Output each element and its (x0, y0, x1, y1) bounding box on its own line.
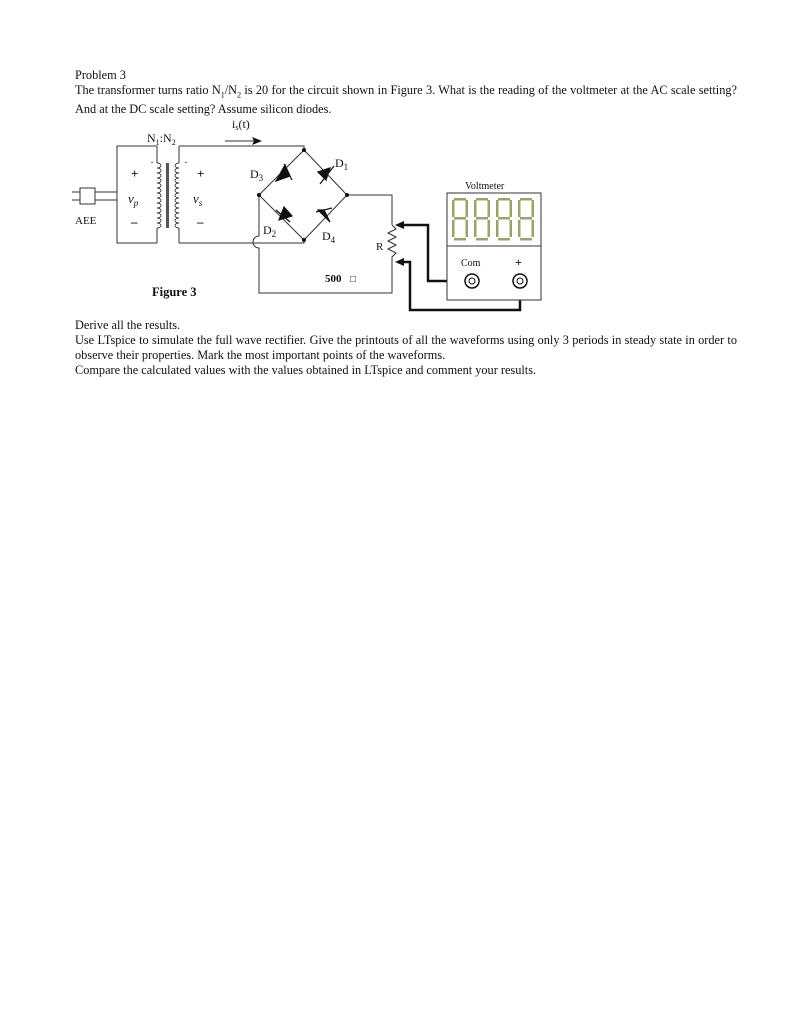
display-segment (488, 220, 491, 237)
statement-text: The transformer turns ratio N (75, 83, 221, 97)
display-segment (476, 198, 488, 201)
vp-minus: – (131, 214, 138, 229)
source-label: AEE (75, 215, 97, 227)
display-segment (510, 220, 513, 237)
instruction-1: Derive all the results. (75, 318, 181, 332)
voltmeter-title: Voltmeter (465, 181, 505, 192)
com-label: Com (461, 258, 481, 269)
subscript: 2 (237, 90, 242, 100)
resistor-value: 500 (325, 273, 342, 285)
d4-label: $D_4$ (322, 229, 336, 245)
vp-plus: + (131, 166, 139, 181)
statement-text: is 20 for the circuit shown in Figure 3. What is the reading of the voltmeter at the AC scale setting? And at the DC scale setting? Assume silicon diodes. (75, 83, 737, 117)
display-segment (476, 217, 488, 220)
display-segment (520, 217, 532, 220)
display-segment (520, 198, 532, 201)
display-segment (510, 200, 513, 217)
dot: · (184, 155, 188, 169)
dot: · (150, 155, 154, 169)
display-segment (474, 200, 477, 217)
problem-title: Problem 3 (75, 68, 126, 82)
diode-d3 (276, 164, 292, 181)
d2-label: $D_2$ (263, 223, 277, 239)
vs-plus: + (197, 166, 205, 181)
display-segment (466, 220, 469, 237)
instruction-3: Compare the calculated values with the values obtained in LTspice and comment your results. (75, 363, 537, 377)
statement-text: /N (224, 83, 238, 97)
display-segment (452, 220, 455, 237)
current-label: is(t) (232, 117, 250, 132)
diode-d4 (316, 208, 332, 222)
display-segment (454, 238, 466, 241)
display-segment (520, 238, 532, 241)
display-segment (496, 220, 499, 237)
display-segment (466, 200, 469, 217)
transformer-core (166, 163, 169, 228)
vs-minus: – (197, 214, 204, 229)
display-segment (452, 200, 455, 217)
display-segment (518, 200, 521, 217)
display-segment (476, 238, 488, 241)
display-segment (532, 200, 535, 217)
vs-label: $v_s$ (193, 191, 203, 208)
display-segment (474, 220, 477, 237)
display-segment (532, 220, 535, 237)
probe-arrow-icon (395, 258, 404, 266)
d3-label: $D_3$ (250, 167, 264, 183)
plus-label: + (515, 255, 522, 269)
resistor-label: R (376, 241, 384, 253)
transformer-winding (175, 163, 179, 228)
turns-ratio-label: $N_1:N_2$ (147, 131, 176, 147)
display-segment (518, 220, 521, 237)
transformer-winding (157, 163, 161, 228)
display-segment (498, 198, 510, 201)
instruction-2: Use LTspice to simulate the full wave rectifier. Give the printouts of all the waveforms using only 3 periods in steady state in order to observe their properties. Mark the most important points of the waveforms. (75, 333, 737, 362)
display-segment (454, 217, 466, 220)
vp-label: $v_p$ (128, 191, 139, 208)
display-segment (498, 238, 510, 241)
d1-label: $D_1$ (335, 156, 349, 172)
display-segment (488, 200, 491, 217)
display-segment (454, 198, 466, 201)
display-segment (496, 200, 499, 217)
resistor-unit: □ (350, 274, 357, 285)
diode-d1 (318, 166, 334, 184)
display-segment (498, 217, 510, 220)
probe-arrow-icon (395, 221, 404, 229)
figure-3-circuit (0, 0, 791, 330)
subscript: 1 (220, 90, 225, 100)
figure-caption: Figure 3 (152, 285, 197, 299)
voltmeter (447, 193, 541, 300)
